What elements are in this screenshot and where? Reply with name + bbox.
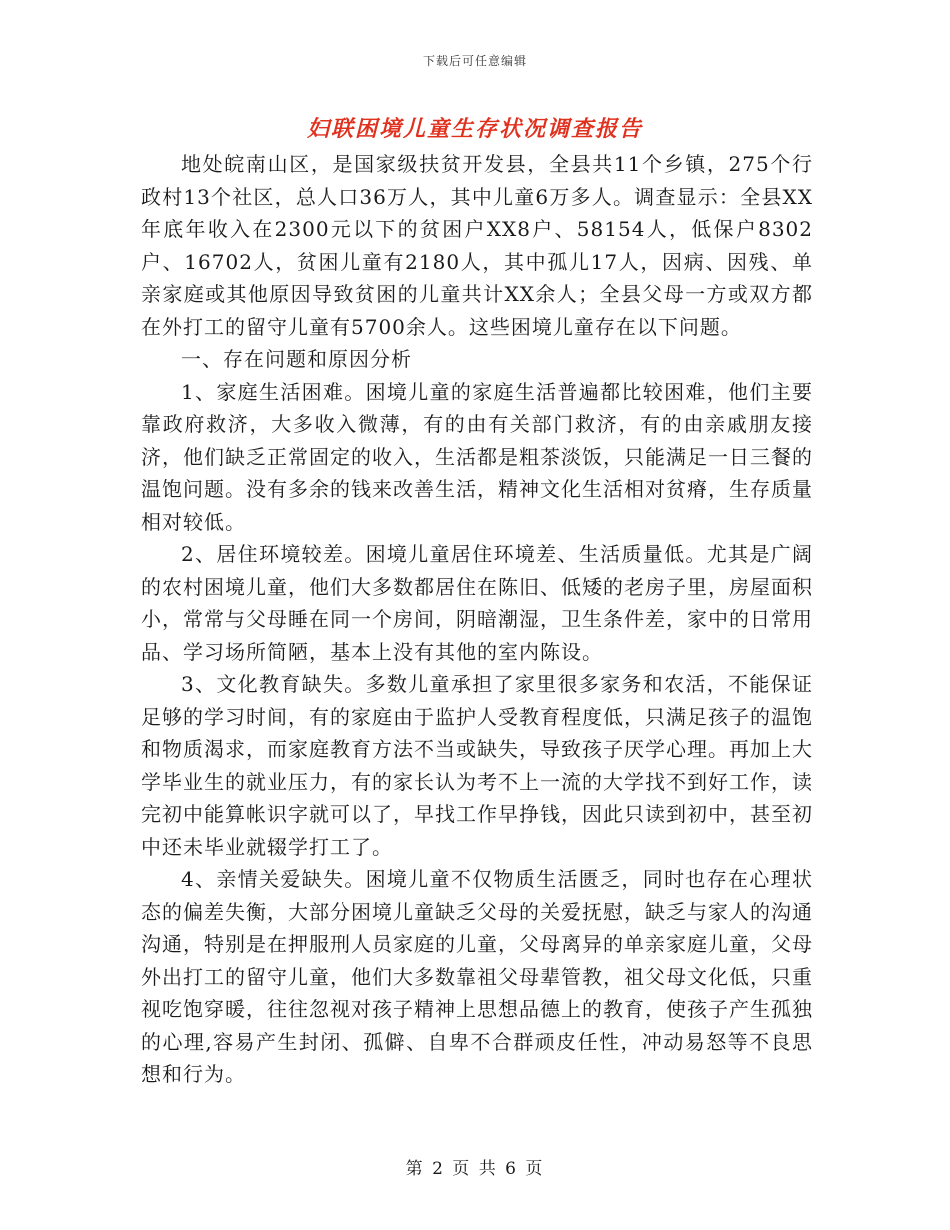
paragraph-item-3: 3、文化教育缺失。多数儿童承担了家里很多家务和农活，不能保证足够的学习时间，有的家庭由于监护人受教育程度低，只满足孩子的温饱和物质渴求，而家庭教育方法不当或缺失，导致孩子厌学心理。再加上大学毕业生的就业压力，有的家长认为考不上一流的大学找不到好工作，读完初中能算帐识字就可以了，早找工作早挣钱，因此只读到初中，甚至初中还未毕业就辍学打工了。 [141,672,813,859]
paragraph-item-4: 4、亲情关爱缺失。困境儿童不仅物质生活匮乏，同时也存在心理状态的偏差失衡，大部分困境儿童缺乏父母的关爱抚慰，缺乏与家人的沟通沟通，特别是在押服刑人员家庭的儿童，父母离异的单亲家庭儿童，父母外出打工的留守儿童，他们大多数靠祖父母辈管教，祖父母文化低，只重视吃饱穿暖，往往忽视对孩子精神上思想品德上的教育，使孩子产生孤独的心理,容易产生封闭、孤僻、自卑不合群顽皮任性，冲动易怒等不良思想和行为。 [141,867,813,1086]
section-heading: 一、存在问题和原因分析 [181,347,412,371]
document-title: 妇联困境儿童生存状况调查报告 [306,116,643,142]
paragraph-item-1: 1、家庭生活困难。困境儿童的家庭生活普遍都比较困难，他们主要靠政府救济，大多收入微薄，有的由有关部门救济，有的由亲戚朋友接济，他们缺乏正常固定的收入，生活都是粗茶淡饭，只能满足一日三餐的温饱问题。没有多余的钱来改善生活，精神文化生活相对贫瘠，生存质量相对较低。 [141,379,813,534]
header-note: 下载后可任意编辑 [422,54,527,68]
paragraph-item-2: 2、居住环境较差。困境儿童居住环境差、生活质量低。尤其是广阔的农村困境儿童，他们大多数都居住在陈旧、低矮的老房子里，房屋面积小，常常与父母睡在同一个房间，阴暗潮湿，卫生条件差，家中的日常用品、学习场所简陋，基本上没有其他的室内陈设。 [141,542,813,664]
paragraph-intro: 地处皖南山区，是国家级扶贫开发县，全县共11个乡镇，275个行政村13个社区，总人口36万人，其中儿童6万多人。调查显示：全县XX年底年收入在2300元以下的贫困户XX8户、58154人，低保户8302户、16702人，贫困儿童有2180人，其中孤儿17人，因病、因残、单亲家庭或其他原因导致贫困的儿童共计XX余人；全县父母一方或双方都在外打工的留守儿童有5700余人。这些困境儿童存在以下问题。 [141,152,813,339]
page-number-footer: 第 2 页 共 6 页 [405,1159,545,1179]
document-body [141,148,813,1091]
